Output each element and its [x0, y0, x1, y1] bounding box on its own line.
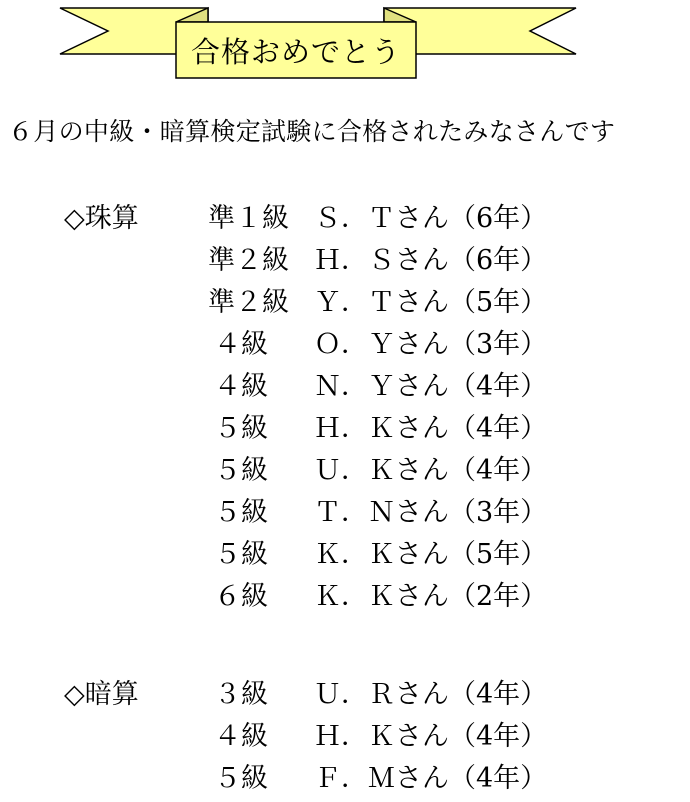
list-item	[0, 714, 690, 756]
list-item	[0, 238, 690, 280]
passer-name: Ｈ．Ｋさん（4年）	[314, 721, 548, 752]
passer-name: Ｕ．Ｒさん（4年）	[314, 679, 548, 710]
passer-name: Ｓ．Ｔさん（6年）	[314, 203, 548, 234]
banner-title: 合格おめでとう	[190, 34, 401, 69]
grade-label: 準２級	[208, 245, 289, 276]
list-item	[0, 196, 690, 238]
grade-label: 準１級	[208, 203, 289, 234]
list-item	[0, 280, 690, 322]
passer-name: Ｆ．Ｍさん（4年）	[314, 763, 548, 794]
section-label: ◇暗算	[64, 679, 139, 710]
grade-label: ５級	[214, 497, 268, 528]
grade-label: ４級	[214, 371, 268, 402]
grade-label: ４級	[214, 721, 268, 752]
list-item	[0, 448, 690, 490]
list-item	[0, 490, 690, 532]
passer-name: Ｋ．Ｋさん（5年）	[314, 539, 548, 570]
list-item	[0, 406, 690, 448]
passer-name: Ｕ．Ｋさん（4年）	[314, 455, 548, 486]
list-item	[0, 756, 690, 798]
grade-label: ５級	[214, 539, 268, 570]
list-item	[0, 574, 690, 616]
list-item	[0, 322, 690, 364]
list-item	[0, 672, 690, 714]
grade-label: ５級	[214, 763, 268, 794]
passer-name: Ｏ．Ｙさん（3年）	[314, 329, 548, 360]
passer-name: Ｋ．Ｋさん（2年）	[314, 581, 548, 612]
passer-name: Ｔ．Ｎさん（3年）	[314, 497, 548, 528]
grade-label: ６級	[214, 581, 268, 612]
list-item	[0, 364, 690, 406]
grade-label: ５級	[214, 455, 268, 486]
grade-label: ３級	[214, 679, 268, 710]
section-label: ◇珠算	[64, 203, 139, 234]
passer-name: Ｎ．Ｙさん（4年）	[314, 371, 548, 402]
passer-name: Ｈ．Ｓさん（6年）	[314, 245, 548, 276]
list-item	[0, 532, 690, 574]
intro-text: ６月の中級・暗算検定試験に合格されたみなさんです	[8, 117, 616, 146]
passer-name: Ｙ．Ｔさん（5年）	[314, 287, 548, 318]
passer-name: Ｈ．Ｋさん（4年）	[314, 413, 548, 444]
grade-label: ５級	[214, 413, 268, 444]
grade-label: ４級	[214, 329, 268, 360]
grade-label: 準２級	[208, 287, 289, 318]
